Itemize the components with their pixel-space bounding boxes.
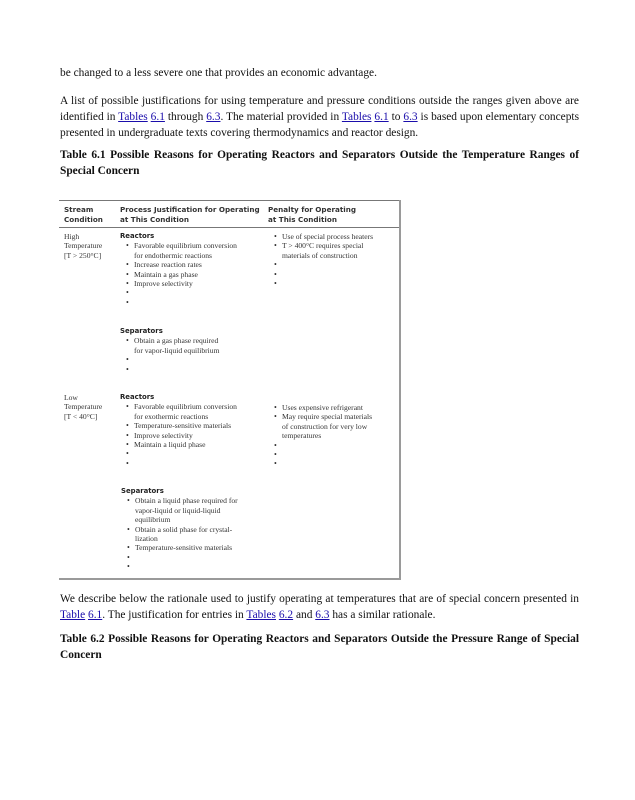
paragraph-justifications	[60, 93, 579, 141]
low-penalty-list	[268, 403, 396, 469]
link-table-6-1[interactable]: 6.1	[374, 111, 389, 123]
low-reactors-list	[120, 402, 268, 468]
paragraph-text: to	[388, 111, 404, 123]
header-text: at This Condition	[268, 214, 337, 224]
list-item: • Use of special process heaters	[268, 232, 396, 241]
paragraph-text: and	[293, 609, 316, 621]
list-item: • Favorable equilibrium conversion	[120, 402, 268, 411]
low-separators-block	[121, 487, 269, 572]
high-penalty-block	[268, 232, 396, 288]
table-6-1	[59, 200, 401, 580]
list-item: • Uses expensive refrigerant	[268, 403, 396, 412]
condition-low-temperature	[64, 393, 102, 421]
list-item: • Obtain a gas phase required	[120, 336, 268, 345]
list-item: • Improve selectivity	[120, 431, 268, 440]
paragraph-rationale	[60, 591, 579, 623]
list-item	[268, 450, 396, 459]
paragraph-text: A list of possible justifications for using temperature and pressure conditions outside the ranges given above are identified in	[60, 95, 579, 123]
high-separators-block	[120, 327, 268, 374]
condition-text: Temperature	[64, 402, 103, 412]
paragraph-text: . The justification for entries in	[102, 609, 247, 621]
list-item: • Temperature-sensitive materials	[121, 543, 269, 552]
header-penalty	[268, 205, 356, 224]
header-text: Condition	[64, 214, 103, 224]
list-item-continuation: for vapor-liquid equilibrium	[134, 345, 220, 355]
link-table-6-3[interactable]: 6.3	[206, 111, 221, 123]
paragraph-text: is based upon elementary concepts presented in undergraduate texts covering thermodynamics and reactor design.	[60, 111, 580, 139]
list-item-continuation: equilibrium	[135, 515, 171, 525]
header-stream-condition	[64, 205, 103, 224]
link-tables[interactable]: Tables	[118, 111, 148, 123]
link-table[interactable]: Table	[60, 609, 86, 621]
caption-table-6-1: Table 6.1 Possible Reasons for Operating Reactors and Separators Outside the Temperature Ranges of Special Concern	[60, 149, 579, 177]
list-item: • Maintain a gas phase	[120, 270, 268, 279]
paragraph-text: . The material provided in	[220, 111, 342, 123]
paragraph-text: has a similar rationale.	[329, 609, 436, 621]
list-item: • Obtain a solid phase for crystal-	[121, 525, 269, 534]
condition-high-temperature	[64, 232, 102, 260]
list-item-continuation: temperatures	[282, 431, 322, 441]
list-item-continuation: for endothermic reactions	[134, 250, 213, 260]
header-text: at This Condition	[120, 214, 189, 224]
high-separators-list	[120, 336, 268, 374]
link-table-6-3[interactable]: 6.3	[403, 111, 418, 123]
header-text: Stream	[64, 205, 94, 214]
paragraph-intro: be changed to a less severe one that provides an economic advantage.	[60, 67, 377, 79]
list-item-continuation: for exothermic reactions	[134, 411, 209, 421]
list-item	[268, 279, 396, 288]
condition-text: [T < 40°C]	[64, 411, 98, 421]
table-header-rule	[59, 227, 399, 228]
list-item-continuation: materials of construction	[282, 250, 358, 260]
link-table-6-1[interactable]: 6.1	[150, 111, 165, 123]
table-top-rule	[59, 200, 399, 201]
header-text: Penalty for Operating	[268, 205, 356, 214]
low-separators-list	[121, 496, 269, 571]
list-item	[120, 288, 268, 297]
section-label-reactors: Reactors	[120, 393, 155, 401]
paragraph-text: through	[164, 111, 207, 123]
list-item: • T > 400°C requires special	[268, 241, 396, 250]
list-item	[121, 553, 269, 562]
paragraph-text: We describe below the rationale used to justify operating at temperatures that are of special concern presented in	[60, 593, 579, 605]
link-tables[interactable]: Tables	[341, 111, 372, 123]
list-item-continuation: lization	[135, 534, 158, 544]
condition-text: [T > 250°C]	[64, 250, 102, 260]
list-item	[268, 441, 396, 450]
link-table-6-3[interactable]: 6.3	[315, 609, 330, 621]
link-tables[interactable]: Tables	[246, 609, 276, 621]
list-item: • May require special materials	[268, 412, 396, 421]
link-table-6-2[interactable]: 6.2	[278, 609, 294, 621]
list-item: • Increase reaction rates	[120, 260, 268, 269]
list-item	[120, 449, 268, 458]
condition-text: High	[64, 232, 80, 241]
list-item-continuation: vapor-liquid or liquid-liquid	[135, 505, 221, 515]
list-item	[120, 298, 268, 307]
list-item: • Favorable equilibrium conversion	[120, 241, 268, 250]
high-penalty-list	[268, 232, 396, 288]
caption-table-6-2: Table 6.2 Possible Reasons for Operating Reactors and Separators Outside the Pressure Range of Special Concern	[60, 633, 579, 661]
condition-text: Low	[64, 393, 78, 402]
list-item: • Temperature-sensitive materials	[120, 421, 268, 430]
low-reactors-block	[120, 393, 268, 468]
list-item	[120, 459, 268, 468]
list-item-continuation: of construction for very low	[282, 421, 368, 431]
list-item	[268, 260, 396, 269]
list-item	[268, 459, 396, 468]
condition-text: Temperature	[64, 241, 103, 251]
high-reactors-list	[120, 241, 268, 307]
low-penalty-block	[268, 403, 396, 469]
list-item	[268, 270, 396, 279]
list-item	[120, 365, 268, 374]
link-table-6-1[interactable]: 6.1	[88, 609, 103, 621]
list-item: • Improve selectivity	[120, 279, 268, 288]
header-process-justification	[120, 205, 260, 224]
section-label-reactors: Reactors	[120, 232, 155, 240]
list-item	[121, 562, 269, 571]
list-item: • Obtain a liquid phase required for	[121, 496, 269, 505]
list-item	[120, 355, 268, 364]
high-reactors-block	[120, 232, 268, 307]
header-text: Process Justification for Operating	[120, 205, 260, 214]
section-label-separators: Separators	[120, 327, 163, 335]
list-item: • Maintain a liquid phase	[120, 440, 268, 449]
section-label-separators: Separators	[121, 487, 164, 495]
